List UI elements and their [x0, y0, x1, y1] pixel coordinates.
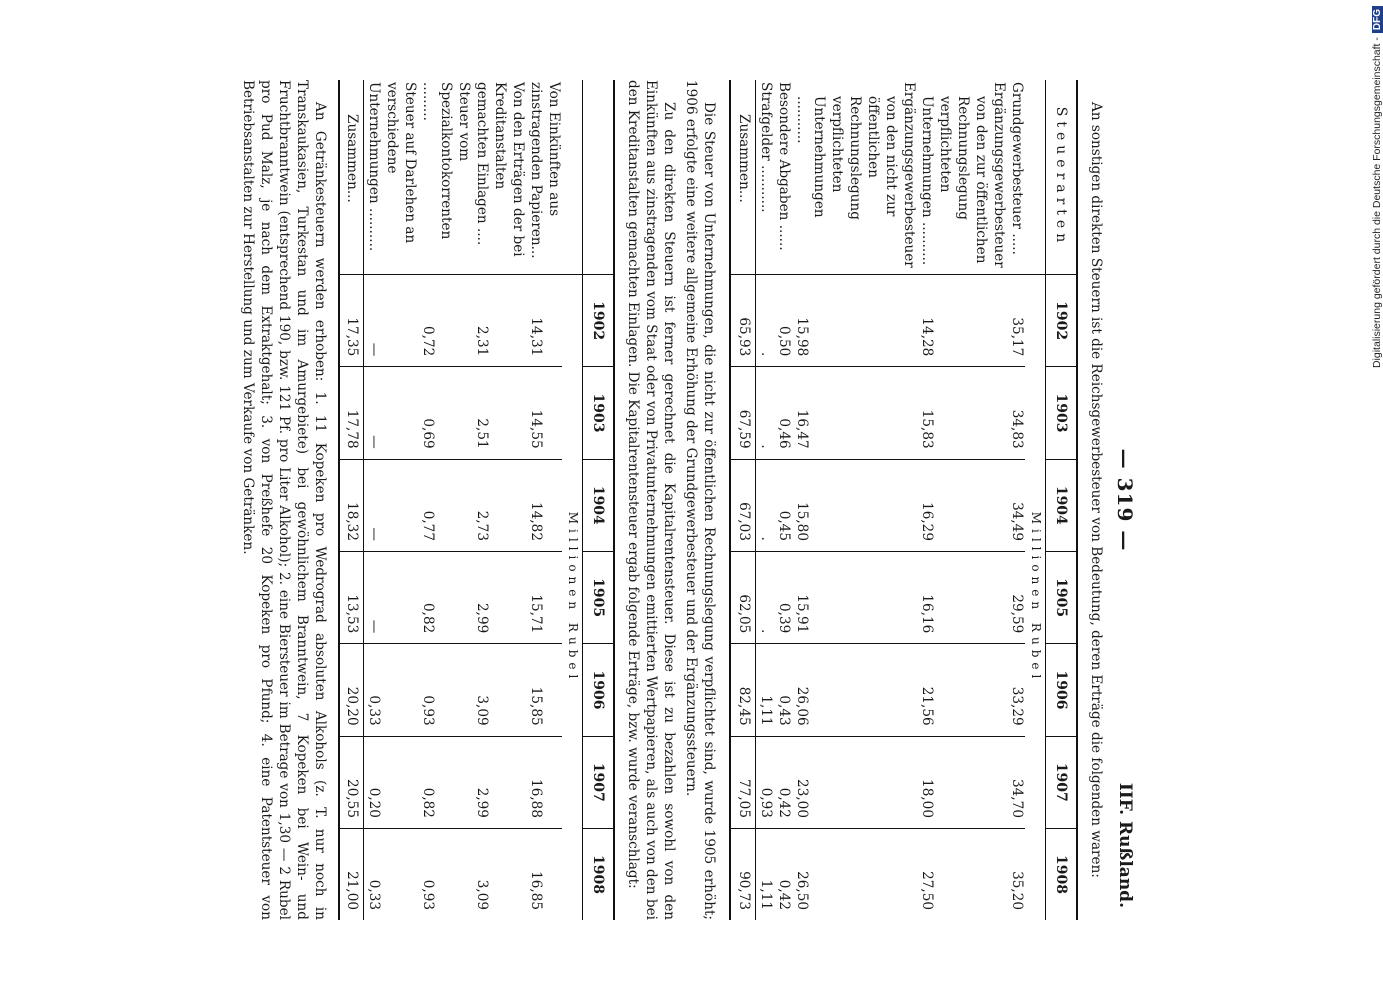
cell-value: 0,93: [418, 828, 472, 920]
total-value: 67,03: [730, 459, 755, 551]
cell-value: 21,56: [917, 644, 989, 736]
cell-value: 0,46: [774, 367, 792, 459]
total-value: 17,35: [339, 275, 364, 367]
total-value: 20,20: [339, 644, 364, 736]
cell-value: 0,42: [774, 736, 792, 828]
total-value: 17,78: [339, 367, 364, 459]
year-header: 1908: [1045, 828, 1077, 920]
cell-value: 0,93: [755, 736, 773, 828]
cell-value: 0,33: [364, 828, 418, 920]
cell-value: 16,85: [526, 828, 562, 920]
cell-value: 15,83: [917, 367, 989, 459]
row-label: Von den Erträgen der bei Kreditanstalten gemachten Einlagen ....: [474, 82, 526, 257]
table-row: [899, 80, 917, 920]
paragraph: Die Steuer von Unternehmungen, die nicht zur öffentlichen Rechnungslegung verpflichtet sind, wurde 1905 erhöht; 1906 erfolgte eine weitere allgemeine Erhöhung der Grundgewerbesteuer und der Ergänzungssteuern.: [682, 80, 717, 920]
cell-value: 2,51: [472, 367, 526, 459]
row-label: von den zur öffentlichen Rechnungslegung verpflichteten Unternehmungen ..........: [919, 96, 989, 266]
total-value: 13,53: [339, 551, 364, 643]
cell-value: .: [755, 275, 773, 367]
cell-value: 2,99: [472, 551, 526, 643]
cell-value: 26,06: [792, 644, 900, 736]
total-value: 82,45: [730, 644, 755, 736]
funding-note: Digitalisierung gefördert durch die Deutsche Forschungsgemeinschaft -: [1371, 37, 1383, 369]
row-label: von den nicht zur öffentlichen Rechnungslegung verpflichteten Unternehmungen ...........: [793, 96, 900, 220]
cell-value: 0,77: [418, 459, 472, 551]
cell-value: 35,20: [1007, 828, 1025, 920]
table-row: [917, 80, 989, 920]
year-header: 1904: [1045, 459, 1077, 551]
year-header: 1908: [582, 828, 614, 920]
total-label: Zusammen...: [339, 80, 364, 275]
unit-label: Millionen Rubel: [1025, 275, 1045, 921]
row-label: Grundgewerbesteuer .....: [1008, 82, 1025, 255]
rotated-book-page: [0, 70, 1146, 930]
row-label: Ergänzungsgewerbesteuer: [901, 82, 918, 268]
cell-value: .: [755, 367, 773, 459]
cell-value: 33,29: [1007, 644, 1025, 736]
table-row: [792, 80, 900, 920]
trade-tax-table: [729, 80, 1078, 920]
cell-value: 0,82: [418, 551, 472, 643]
cell-value: —: [364, 367, 418, 459]
year-header: 1903: [1045, 367, 1077, 459]
unit-label: Millionen Rubel: [562, 275, 582, 921]
total-value: 21,00: [339, 828, 364, 920]
cell-value: 34,70: [1007, 736, 1025, 828]
cell-value: 2,31: [472, 275, 526, 367]
cell-value: 35,17: [1007, 275, 1025, 367]
paragraph: Zu den direkten Steuern ist ferner gerechnet die Kapitalrentensteuer. Diese ist zu bezahlen sowohl von den Einkünften aus zinstragenden vom Staat oder von Privatunternehmungen emittierten Wertpapieren, als auch von den bei den Kreditanstalten gemachten Einlagen. Die Kapitalrentensteuer ergab folgende Erträge, bzw. wurde veranschlagt:: [625, 80, 677, 920]
cell-value: 16,29: [917, 459, 989, 551]
table-row: [989, 80, 1007, 920]
cell-value: 0,42: [774, 828, 792, 920]
cell-value: 14,31: [526, 275, 562, 367]
table-row: [364, 80, 418, 920]
total-value: 62,05: [730, 551, 755, 643]
dfg-logo: DFG: [1372, 6, 1383, 33]
total-value: 77,05: [730, 736, 755, 828]
total-label: Zusammen...: [730, 80, 755, 275]
row-label: Ergänzungsgewerbesteuer: [990, 82, 1007, 268]
total-value: 90,73: [730, 828, 755, 920]
year-header: 1904: [582, 459, 614, 551]
cell-value: 14,28: [917, 275, 989, 367]
table-row: [472, 80, 526, 920]
closing-paragraph: An Getränkesteuern werden erhoben: 1. 11 Kopeken pro Wedrograd absoluten Alkohols (z. T. nur noch in Transkaukasien, Turkestan und im Amurgebiete) bei gewöhnlichem Branntwein, 7 Kopeken bei Wein- und Fruchtbranntwein (entsprechend 190, bzw. 121 Pf. pro Liter Alkohol); 2. eine Biersteuer im Betrage von 1,30 — 2 Rubel pro Pud Malz, je nach dem Extraktgehalt; 3. von Preßhefe 20 Kopeken pro Pfund; 4. eine Patentsteuer von Betriebsanstalten zur Herstellung und zum Verkaufe von Getränken.: [239, 80, 328, 920]
intro-paragraph: An sonstigen direkten Steuern ist die Reichsgewerbesteuer von Bedeutung, deren Erträge die folgenden waren:: [1088, 102, 1104, 878]
table-row: [774, 80, 792, 920]
cell-value: 0,72: [418, 275, 472, 367]
cell-value: 3,09: [472, 828, 526, 920]
cell-value: .: [755, 551, 773, 643]
cell-value: 16,47: [792, 367, 900, 459]
dfg-sidebar: [1360, 6, 1382, 996]
cell-value: 2,99: [472, 736, 526, 828]
row-label: Besondere Abgaben ......: [775, 82, 792, 251]
cell-value: 15,85: [526, 644, 562, 736]
cell-value: 15,80: [792, 459, 900, 551]
cell-value: —: [364, 551, 418, 643]
cell-value: 14,82: [526, 459, 562, 551]
cell-value: 15,98: [792, 275, 900, 367]
total-row: [339, 80, 364, 920]
year-header: 1906: [1045, 644, 1077, 736]
tax-type-header: Steuerarten: [1045, 80, 1077, 275]
cell-value: 0,33: [364, 644, 418, 736]
year-header: 1906: [582, 644, 614, 736]
cell-value: 0,50: [774, 275, 792, 367]
total-value: 67,59: [730, 367, 755, 459]
table-row: [418, 80, 472, 920]
cell-value: 29,59: [1007, 551, 1025, 643]
cell-value: 0,39: [774, 551, 792, 643]
row-label: Von Einkünften aus zinstragenden Papieren...: [527, 82, 562, 259]
cell-value: 23,00: [792, 736, 900, 828]
cell-value: 0,45: [774, 459, 792, 551]
cell-value: —: [364, 459, 418, 551]
year-header: 1905: [1045, 551, 1077, 643]
total-row: [730, 80, 755, 920]
cell-value: 34,83: [1007, 367, 1025, 459]
cell-value: 15,71: [526, 551, 562, 643]
table-row: [755, 80, 773, 920]
cell-value: 0,82: [418, 736, 472, 828]
cell-value: 15,91: [792, 551, 900, 643]
cell-value: 0,20: [364, 736, 418, 828]
table-row: [526, 80, 562, 920]
cell-value: 2,73: [472, 459, 526, 551]
year-header: 1902: [582, 275, 614, 367]
page-header: [1108, 80, 1138, 920]
year-header: 1907: [582, 736, 614, 828]
cell-value: 1,11: [755, 644, 773, 736]
cell-value: 16,88: [526, 736, 562, 828]
total-value: 20,55: [339, 736, 364, 828]
row-label: Strafgelder ...........: [757, 82, 774, 213]
page-number: — 319 —: [1113, 448, 1137, 552]
cell-value: 14,55: [526, 367, 562, 459]
capital-rent-tax-table: [338, 80, 616, 920]
cell-value: 3,09: [472, 644, 526, 736]
table-row: [1007, 80, 1025, 920]
cell-value: 27,50: [917, 828, 989, 920]
cell-value: .: [755, 459, 773, 551]
cell-value: 0,69: [418, 367, 472, 459]
year-header: 1903: [582, 367, 614, 459]
row-label: Steuer auf Darlehen an verschiedene Unternehmungen ..........: [366, 82, 419, 252]
total-value: 18,32: [339, 459, 364, 551]
section-title: IIF. Rußland.: [1115, 782, 1135, 908]
row-label: Steuer vom Spezialkontokorrenten .........: [420, 82, 473, 240]
cell-value: 18,00: [917, 736, 989, 828]
cell-value: 26,50: [792, 828, 900, 920]
cell-value: 0,93: [418, 644, 472, 736]
total-value: 65,93: [730, 275, 755, 367]
year-header: 1902: [1045, 275, 1077, 367]
cell-value: 16,16: [917, 551, 989, 643]
cell-value: 0,43: [774, 644, 792, 736]
year-header: 1905: [582, 551, 614, 643]
cell-value: 34,49: [1007, 459, 1025, 551]
cell-value: 1,11: [755, 828, 773, 920]
cell-value: —: [364, 275, 418, 367]
year-header: 1907: [1045, 736, 1077, 828]
